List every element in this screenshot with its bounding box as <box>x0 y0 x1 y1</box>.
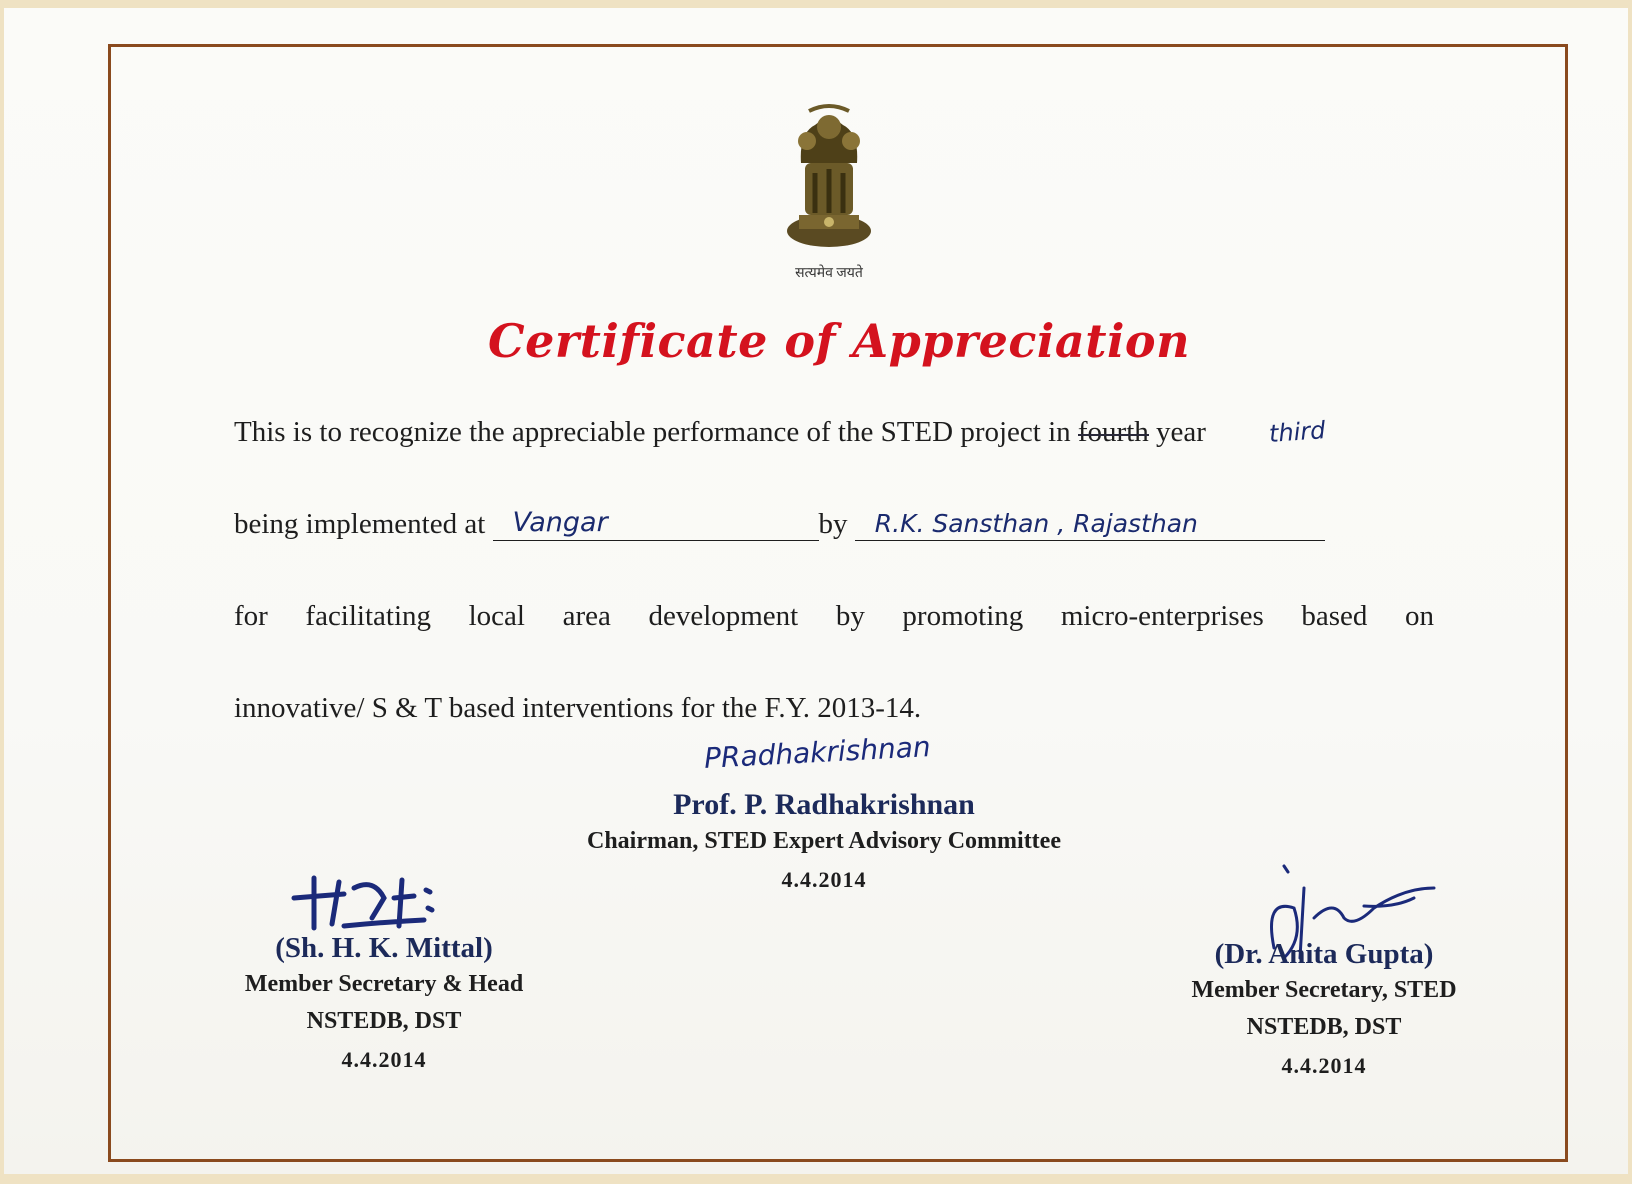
certificate-title: Certificate of Appreciation <box>487 314 1191 368</box>
body-line-3: for facilitating local area development by promoting micro-enterprises based on <box>234 600 1434 632</box>
left-signatory-date: 4.4.2014 <box>341 1047 427 1072</box>
body-line-4: innovative/ S & T based interventions for the F.Y. 2013-14. <box>234 692 922 724</box>
left-signatory-block <box>194 932 574 1073</box>
organisation-blank <box>855 508 1325 541</box>
certificate-page <box>4 8 1628 1174</box>
handwritten-organisation: R.K. Sansthan , Rajasthan <box>874 509 1198 538</box>
right-signatory-date: 4.4.2014 <box>1281 1053 1367 1078</box>
line1-prefix: This is to recognize the appreciable performance of the STED project in <box>234 416 1071 448</box>
left-signatory-name: (Sh. H. K. Mittal) <box>275 932 493 964</box>
left-signatory-org: NSTEDB, DST <box>306 1008 462 1034</box>
body-line-1 <box>234 416 1434 449</box>
chairman-name: Prof. P. Radhakrishnan <box>673 788 975 821</box>
national-emblem-icon <box>779 103 879 253</box>
handwritten-ordinal: third <box>1268 416 1327 448</box>
right-signatory-org: NSTEDB, DST <box>1246 1014 1402 1040</box>
mittal-signature <box>284 868 444 938</box>
chairman-block <box>524 788 1124 893</box>
chairman-date: 4.4.2014 <box>781 867 867 892</box>
right-signatory-role: Member Secretary, STED <box>1191 977 1457 1003</box>
line2-by: by <box>818 508 848 540</box>
handwritten-location: Vangar <box>512 507 608 538</box>
chairman-role: Chairman, STED Expert Advisory Committee <box>587 828 1061 854</box>
right-signatory-block <box>1124 938 1524 1079</box>
right-signatory-name: (Dr. Anita Gupta) <box>1214 938 1434 970</box>
location-blank <box>493 508 819 541</box>
line2-prefix: being implemented at <box>234 508 486 540</box>
body-line-2 <box>234 508 1434 541</box>
struck-ordinal: fourth <box>1077 416 1149 448</box>
emblem-motto: सत्यमेव जयते <box>795 266 863 281</box>
line1-suffix: year <box>1148 416 1206 448</box>
left-signatory-role: Member Secretary & Head <box>244 971 524 997</box>
chairman-signature: PRadhakrishnan <box>703 730 932 775</box>
